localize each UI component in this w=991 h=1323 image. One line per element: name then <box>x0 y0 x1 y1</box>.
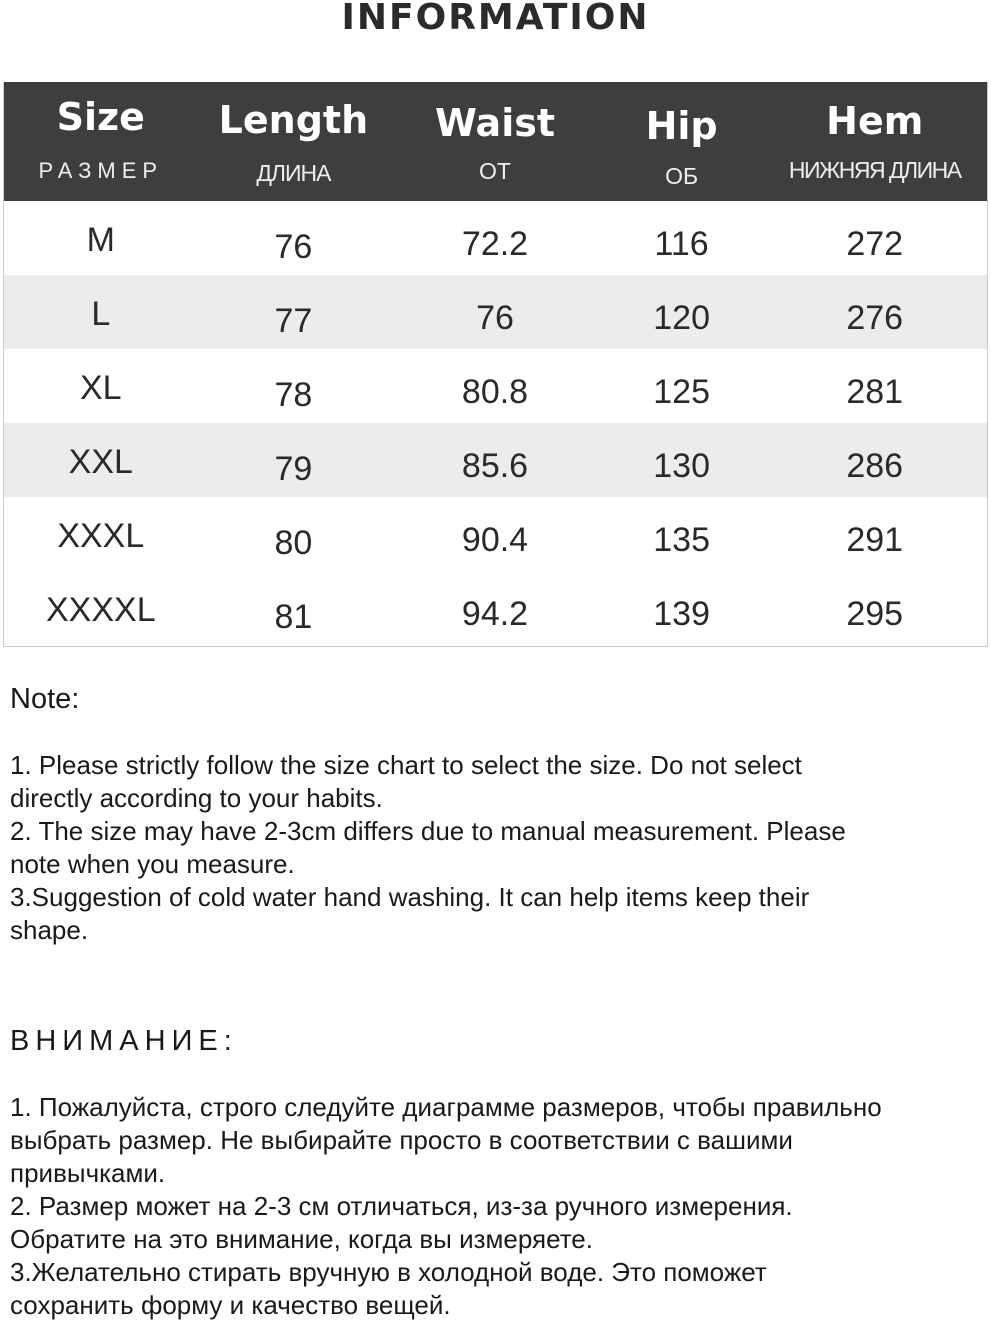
note-heading-ru: ВНИМАНИЕ: <box>10 1025 238 1057</box>
note-line: directly according to your habits. <box>10 783 383 813</box>
note-line-ru: Обратите на это внимание, когда вы измеряете. <box>10 1224 593 1254</box>
table-row <box>4 571 987 647</box>
header-length <box>198 82 390 201</box>
note-line-ru: 1. Пожалуйста, строго следуйте диаграмме размеров, чтобы правильно <box>10 1092 882 1122</box>
page-title: INFORMATION <box>341 0 650 38</box>
header-length-label: Length <box>218 98 369 142</box>
note-line: 2. The size may have 2-3cm differs due to manual measurement. Please <box>10 816 846 846</box>
note-line: note when you measure. <box>10 849 295 879</box>
note-body-ru <box>10 1091 985 1322</box>
table-row <box>4 349 987 423</box>
note-line-ru: привычками. <box>10 1158 166 1188</box>
cell-length: 81 <box>274 598 313 636</box>
note-heading: Note: <box>10 683 80 715</box>
cell-hem: 295 <box>846 595 904 633</box>
header-size-label-ru: РАЗМЕР <box>38 158 164 183</box>
header-waist-label-ru: ОТ <box>479 158 511 184</box>
cell-waist: 76 <box>476 299 514 337</box>
note-body <box>10 749 985 947</box>
cell-length: 78 <box>274 376 313 414</box>
header-hem <box>762 82 987 201</box>
header-hem-label: Hem <box>826 99 924 143</box>
cell-length: 76 <box>274 228 313 266</box>
cell-hip: 130 <box>653 447 710 485</box>
table-header <box>4 82 987 201</box>
cell-hip: 125 <box>653 373 710 411</box>
header-hip-label-ru: ОБ <box>665 163 699 189</box>
table-row <box>4 423 987 497</box>
cell-hem: 272 <box>846 225 904 263</box>
header-hem-label-ru: НИЖНЯЯ ДЛИНА <box>788 157 961 183</box>
header-length-label-ru: ДЛИНА <box>256 160 331 186</box>
header-hip-label: Hip <box>645 104 718 148</box>
note-line: 3.Suggestion of cold water hand washing. It can help items keep their <box>10 882 810 912</box>
cell-waist: 94.2 <box>461 595 529 633</box>
cell-hem: 276 <box>846 299 904 337</box>
cell-waist: 85.6 <box>461 447 529 485</box>
cell-length: 77 <box>274 302 313 340</box>
note-line-ru: выбрать размер. Не выбирайте просто в соответствии с вашими <box>10 1125 793 1155</box>
cell-hem: 281 <box>846 373 904 411</box>
cell-hip: 116 <box>654 225 709 263</box>
cell-size: XL <box>80 369 122 407</box>
cell-length: 80 <box>274 524 313 562</box>
cell-waist: 90.4 <box>461 521 529 559</box>
cell-length: 79 <box>274 450 313 488</box>
header-waist <box>389 82 601 201</box>
note-line: shape. <box>10 915 89 945</box>
table-row <box>4 201 987 275</box>
note-line: 1. Please strictly follow the size chart to select the size. Do not select <box>10 750 802 780</box>
cell-hem: 286 <box>846 447 904 485</box>
table-row <box>4 275 987 349</box>
cell-size: XXXL <box>57 517 145 555</box>
note-line-ru: 2. Размер может на 2-3 см отличаться, из-за ручного измерения. <box>10 1191 793 1221</box>
note-line-ru: 3.Желательно стирать вручную в холодной воде. Это поможет <box>10 1257 767 1287</box>
header-waist-label: Waist <box>434 101 555 145</box>
cell-size: XXXXL <box>45 591 156 629</box>
cell-size: L <box>91 295 111 333</box>
header-size <box>4 82 198 201</box>
cell-waist: 72.2 <box>461 225 529 263</box>
cell-waist: 80.8 <box>461 373 529 411</box>
header-size-label: Size <box>56 95 145 139</box>
cell-hip: 139 <box>653 595 710 633</box>
cell-hem: 291 <box>846 521 904 559</box>
cell-size: M <box>86 221 115 259</box>
note-line-ru: сохранить форму и качество вещей. <box>10 1290 451 1320</box>
table-row <box>4 497 987 571</box>
cell-size: XXL <box>68 443 133 481</box>
cell-hip: 135 <box>653 521 710 559</box>
cell-hip: 120 <box>653 299 710 337</box>
header-hip <box>601 82 763 201</box>
size-chart-table <box>3 82 988 647</box>
